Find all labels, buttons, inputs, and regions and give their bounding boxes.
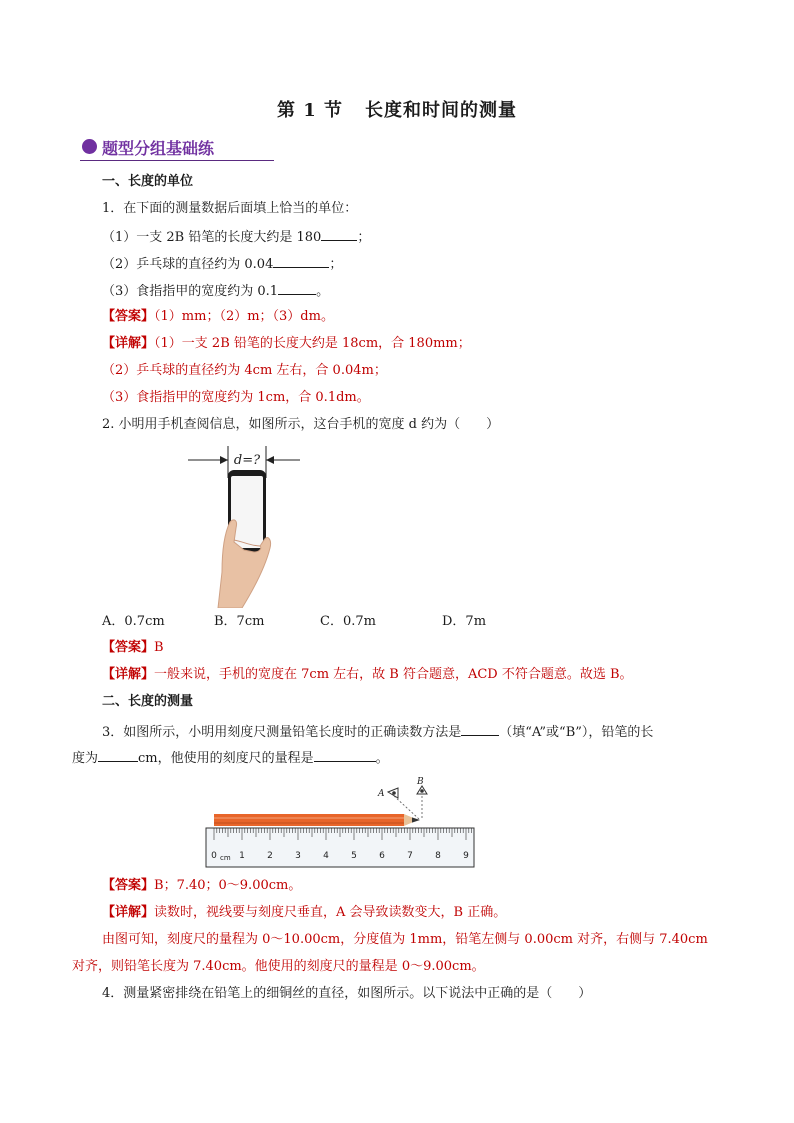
q3-blank-1	[461, 721, 499, 736]
ruler-label: 6	[379, 851, 385, 861]
q4-stem: 4．测量紧密排绕在铅笔上的细铜丝的直径，如图所示。以下说法中正确的是（ ）	[102, 986, 592, 1001]
q1-sub3: （3）食指指甲的宽度约为 0.1 。	[102, 280, 329, 302]
q1-blank-2	[273, 253, 329, 268]
eye-a-icon	[388, 788, 398, 798]
ruler-label: 7	[407, 851, 413, 861]
q1-sub2: （2）乒乓球的直径约为 0.04 ；	[102, 253, 342, 275]
q1-detail-2: （2）乒乓球的直径约为 4cm 左右，合 0.04m；	[102, 363, 387, 378]
q3-detail-2: 由图可知，刻度尺的量程为 0～10.00cm，分度值为 1mm，铅笔左侧与 0.00cm 对齐，右侧与 7.40cm	[102, 932, 708, 947]
q1-answer: 【答案】（1）mm；（2）m；（3）dm。	[102, 309, 334, 324]
section2-heading: 二、长度的测量	[102, 694, 194, 709]
bullet-circle-icon	[82, 139, 97, 154]
ruler-label: 8	[435, 851, 441, 861]
width-label: d=?	[233, 453, 261, 468]
section-banner	[80, 136, 274, 161]
pencil-lead	[412, 817, 420, 822]
banner-label: 题型分组基础练	[102, 139, 215, 158]
eye-a-label: A	[378, 789, 385, 799]
pencil-body	[214, 814, 404, 826]
q3-detail-3: 对齐，则铅笔长度为 7.40cm。他使用的刻度尺的量程是 0～9.00cm。	[72, 959, 485, 974]
q1-detail-3: （3）食指指甲的宽度约为 1cm，合 0.1dm。	[102, 390, 370, 405]
title-section-number: 第 1 节	[276, 100, 344, 121]
ruler-label: 1	[239, 851, 245, 861]
ruler-label: 3	[295, 851, 301, 861]
q1-stem: 1．在下面的测量数据后面填上恰当的单位：	[102, 201, 358, 216]
q1-blank-1	[321, 226, 357, 241]
q2-option-d: D．7m	[442, 614, 487, 629]
q3-stem-line1: 3．如图所示，小明用刻度尺测量铅笔长度时的正确读数方法是 （填“A”或“B”），铅笔的长	[102, 721, 653, 743]
q2-answer: 【答案】B	[102, 640, 164, 655]
phone-screen	[231, 476, 263, 548]
q1-sub1: （1）一支 2B 铅笔的长度大约是 180 ；	[102, 226, 370, 248]
q2-detail: 【详解】一般来说，手机的宽度在 7cm 左右，故 B 符合题意，ACD 不符合题意。故选 B。	[102, 667, 633, 682]
ruler-label: 9	[463, 851, 469, 861]
ruler-unit-label: cm	[220, 854, 231, 862]
phone-figure	[188, 442, 300, 608]
q1-blank-3	[278, 280, 316, 295]
q2-stem: 2. 小明用手机查阅信息，如图所示，这台手机的宽度 d 约为（ ）	[102, 417, 500, 432]
arrow-head-right	[266, 456, 274, 464]
q3-blank-3	[314, 747, 376, 762]
eye-b-icon	[417, 786, 427, 794]
eye-b-label: B	[417, 777, 424, 787]
q1-detail-1: 【详解】（1）一支 2B 铅笔的长度大约是 18cm，合 180mm；	[102, 336, 471, 351]
q2-option-b: B．7cm	[214, 614, 265, 629]
ruler-label: 4	[323, 851, 329, 861]
title-text: 长度和时间的测量	[365, 100, 518, 121]
ruler-label: 2	[267, 851, 273, 861]
q2-option-a: A．0.7cm	[102, 614, 165, 629]
ruler-label: 0	[211, 851, 217, 861]
q3-stem-line2: 度为 cm，他使用的刻度尺的量程是 。	[72, 747, 389, 769]
ruler-label: 5	[351, 851, 357, 861]
q3-detail-1: 【详解】读数时，视线要与刻度尺垂直，A 会导致读数变大，B 正确。	[102, 905, 507, 920]
q3-answer: 【答案】B；7.40；0～9.00cm。	[102, 878, 302, 893]
q2-option-c: C．0.7m	[320, 614, 376, 629]
arrow-head-left	[220, 456, 228, 464]
q3-blank-2	[98, 747, 138, 762]
section1-heading: 一、长度的单位	[102, 174, 194, 189]
page-title	[0, 96, 794, 122]
ruler-pencil-figure	[204, 774, 476, 870]
